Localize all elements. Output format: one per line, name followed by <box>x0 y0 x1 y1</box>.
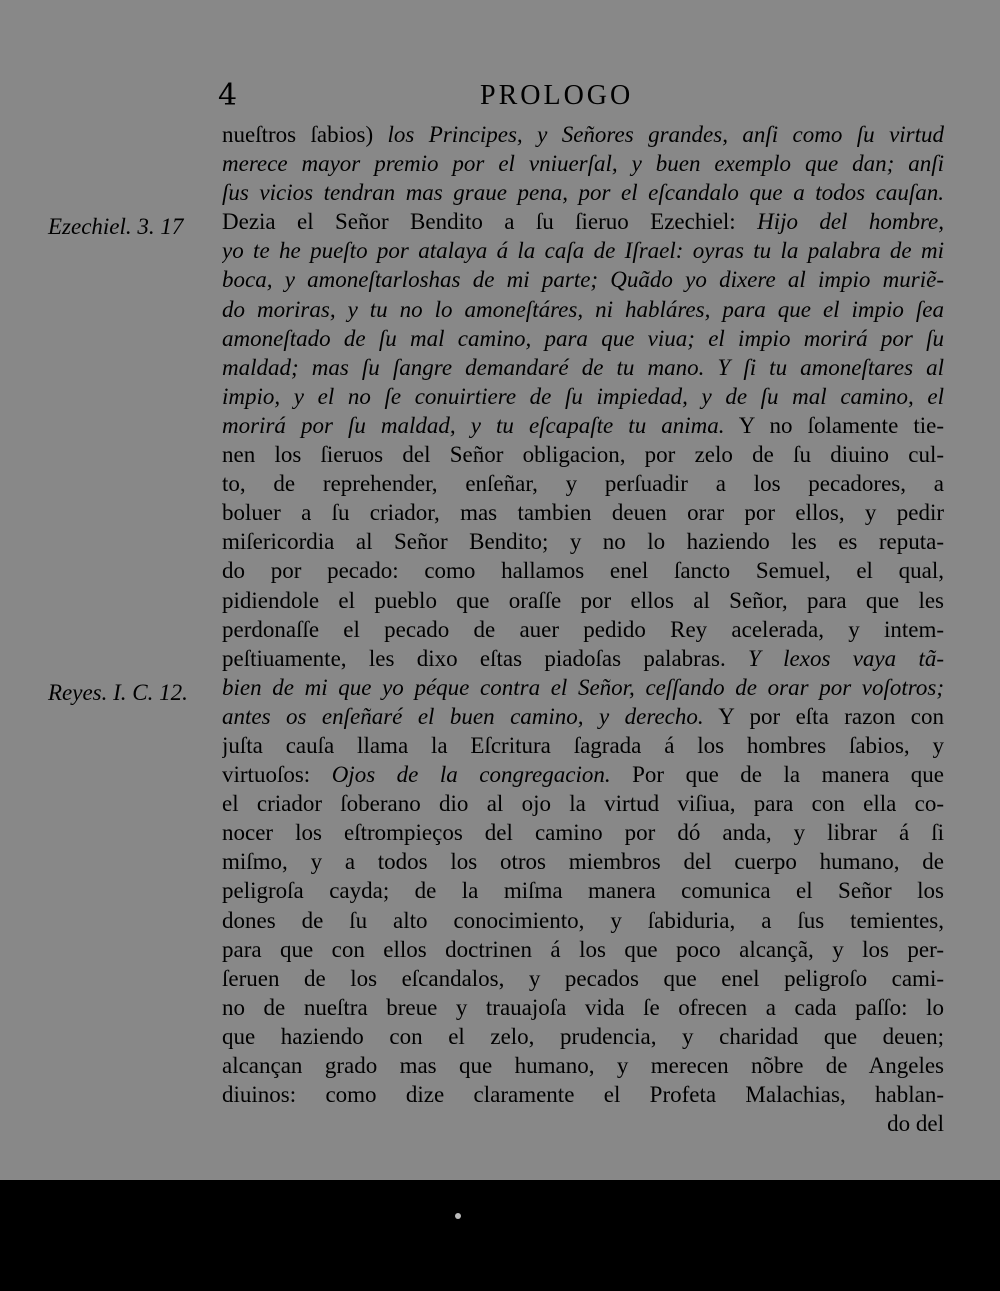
text-line <box>222 149 944 178</box>
text-line <box>222 760 944 789</box>
text-line <box>222 120 944 149</box>
text-run: juſta cauſa llama la Eſcritura ſagrada á los hombres ſabios, y <box>222 732 944 758</box>
text-line <box>222 1051 944 1080</box>
text-run: ſus vicios tendran mas graue pena, por el eſcandalo que a todos cauſan. <box>222 180 944 206</box>
text-run: dones de ſu alto conocimiento, y ſabiduria, a ſus temientes, <box>222 907 944 933</box>
text-run: do por pecado: como hallamos enel ſancto Semuel, el qual, <box>222 558 944 584</box>
text-line <box>222 324 944 353</box>
text-run: diuinos: como dize claramente el Profeta Malachias, hablan- <box>222 1082 944 1108</box>
text-run: Y por eſta razon con <box>703 703 944 729</box>
text-run: ſeruen de los eſcandalos, y pecados que enel peligroſo cami- <box>222 965 944 991</box>
text-run: Hijo del hombre, <box>757 209 944 235</box>
text-line <box>222 876 944 905</box>
text-line <box>222 644 944 673</box>
text-line <box>222 731 944 760</box>
page-number: 4 <box>218 78 238 113</box>
text-run: el criador ſoberano dio al ojo la virtud viſiua, para con ella co- <box>222 791 944 817</box>
text-line <box>222 178 944 207</box>
catchword: do del <box>887 1111 944 1137</box>
text-line <box>222 847 944 876</box>
text-run: miſericordia al Señor Bendito; y no lo haziendo les es reputa- <box>222 529 944 555</box>
text-line <box>222 353 944 382</box>
text-line <box>222 818 944 847</box>
text-run: Y no ſolamente tie- <box>724 412 944 438</box>
stray-mark <box>455 1213 461 1219</box>
text-line <box>222 295 944 324</box>
text-run: to, de reprehender, enſeñar, y perſuadir a los pecadores, a <box>222 471 944 497</box>
text-run: alcançan grado mas que humano, y merecen nõbre de Angeles <box>222 1053 944 1078</box>
text-line <box>222 906 944 935</box>
text-run: merece mayor premio por el vniuerſal, y buen exemplo que dan; anſi <box>222 151 944 177</box>
text-run: Ojos de la congregacion. <box>331 762 611 788</box>
text-line <box>222 556 944 585</box>
text-line <box>222 236 944 265</box>
text-line <box>222 207 944 236</box>
text-line <box>222 1022 944 1051</box>
text-run: morirá por ſu maldad, y tu eſcapaſte tu anima. <box>222 412 725 438</box>
text-run: boca, y amoneſtarloshas de mi parte; Quãdo yo dixere al impio muriẽ- <box>222 267 944 293</box>
text-run: bien de mi que yo péque contra el Señor, ceſſando de orar por voſotros; <box>222 674 944 700</box>
text-run: nocer los eſtrompieços del camino por dó anda, y librar á ſi <box>222 820 944 846</box>
text-line <box>222 440 944 469</box>
text-line <box>222 1080 944 1109</box>
text-run: los Principes, y Señores grandes, anſi como ſu virtud <box>387 122 944 147</box>
text-run: virtuoſos: <box>222 762 332 788</box>
text-run: impio, y el no ſe conuirtiere de ſu impiedad, y de ſu mal camino, el <box>222 383 944 409</box>
running-title: PROLOGO <box>480 80 634 111</box>
text-run: peligroſa cayda; de la miſma manera comunica el Señor los <box>222 878 944 904</box>
text-run: nueſtros ſabios) <box>222 122 388 147</box>
text-line <box>222 673 944 702</box>
text-line <box>222 586 944 615</box>
text-run: Y lexos vaya tã- <box>748 645 944 671</box>
text-line <box>222 411 944 440</box>
margin-note-reyes: Reyes. I. C. 12. <box>48 680 188 705</box>
text-run: para que con ellos doctrinen á los que poco alcançã, y los per- <box>222 936 944 962</box>
text-run: Por que de la manera que <box>610 762 944 788</box>
text-line <box>222 935 944 964</box>
text-run: no de nueſtra breue y trauajoſa vida ſe ofrecen a cada paſſo: lo <box>222 994 944 1020</box>
text-line <box>222 469 944 498</box>
text-line <box>222 615 944 644</box>
text-line <box>222 527 944 556</box>
text-run: Dezia el Señor Bendito a ſu ſieruo Ezechiel: <box>222 209 758 235</box>
text-line <box>222 382 944 411</box>
text-run: amoneſtado de ſu mal camino, para que viua; el impio morirá por ſu <box>222 325 944 351</box>
text-run: miſmo, y a todos los otros miembros del cuerpo humano, de <box>222 849 944 875</box>
text-run: pidiendole el pueblo que oraſſe por ellos al Señor, para que les <box>222 587 944 613</box>
text-run: nen los ſieruos del Señor obligacion, por zelo de ſu diuino cul- <box>222 442 944 468</box>
text-run: boluer a ſu criador, mas tambien deuen orar por ellos, y pedir <box>222 500 944 526</box>
text-run: yo te he pueſto por atalaya á la caſa de Iſrael: oyras tu la palabra de mi <box>222 238 944 264</box>
text-line <box>222 789 944 818</box>
body-text <box>222 120 944 1138</box>
text-run: perdonaſſe el pecado de auer pedido Rey acelerada, y intem- <box>222 616 944 642</box>
text-run: do moriras, y tu no lo amoneſtáres, ni habláres, para que el impio ſea <box>222 296 944 322</box>
text-line <box>222 964 944 993</box>
text-line <box>222 702 944 731</box>
text-line <box>222 498 944 527</box>
text-run: maldad; mas ſu ſangre demandaré de tu mano. Y ſi tu amoneſtares al <box>222 354 944 380</box>
text-run: que haziendo con el zelo, prudencia, y charidad que deuen; <box>222 1023 944 1049</box>
text-run: peſtiuamente, les dixo eſtas piadoſas palabras. <box>222 645 749 671</box>
text-line <box>222 265 944 294</box>
text-line <box>222 993 944 1022</box>
margin-note-ezechiel: Ezechiel. 3. 17 <box>48 214 184 239</box>
page-header <box>0 78 1000 114</box>
text-run: antes os enſeñaré el buen camino, y derecho. <box>222 703 704 729</box>
